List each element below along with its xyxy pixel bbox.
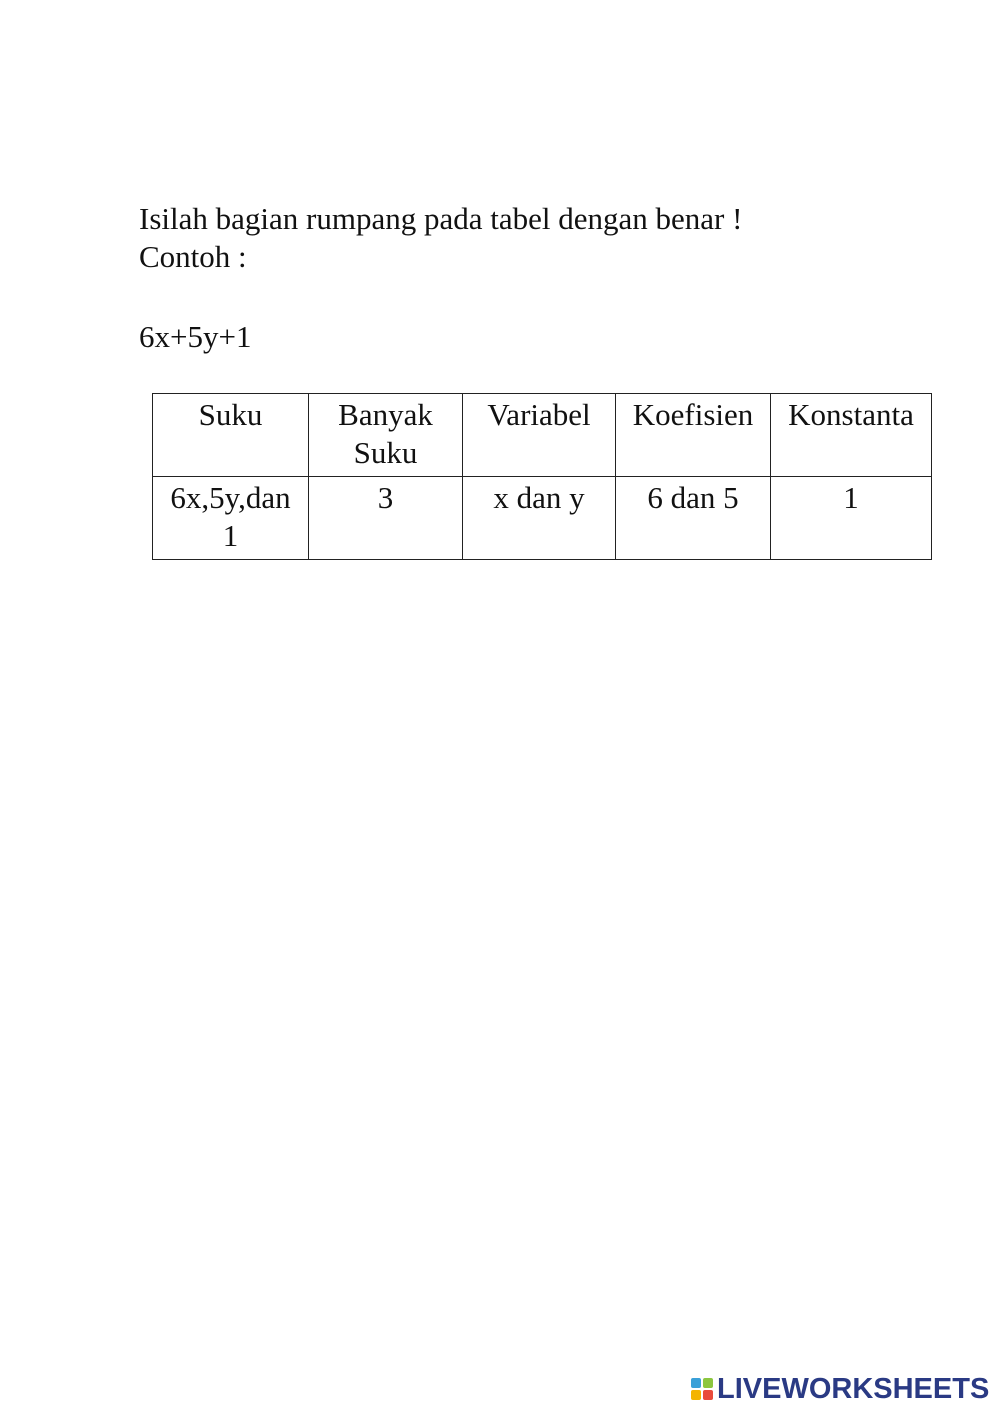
logo-square-4 [703,1390,713,1400]
instruction-line-1: Isilah bagian rumpang pada tabel dengan benar ! [139,201,743,236]
cell-konstanta: 1 [771,477,932,560]
header-koefisien: Koefisien [616,394,771,477]
liveworksheets-logo-icon [690,1377,714,1401]
table-header-row [153,394,932,477]
instruction-text [139,200,742,276]
logo-square-2 [703,1378,713,1388]
example-table [152,393,932,560]
logo-square-1 [691,1378,701,1388]
header-banyak-suku: Banyak Suku [309,394,463,477]
header-variabel: Variabel [463,394,616,477]
cell-koefisien: 6 dan 5 [616,477,771,560]
instruction-line-2: Contoh : [139,239,247,274]
cell-suku: 6x,5y,dan 1 [153,477,309,560]
header-konstanta: Konstanta [771,394,932,477]
logo-square-3 [691,1390,701,1400]
cell-banyak-suku: 3 [309,477,463,560]
example-expression: 6x+5y+1 [139,319,252,354]
header-suku: Suku [153,394,309,477]
cell-variabel: x dan y [463,477,616,560]
watermark-text: LIVEWORKSHEETS [717,1373,990,1405]
table-row [153,477,932,560]
liveworksheets-watermark [690,1372,989,1406]
